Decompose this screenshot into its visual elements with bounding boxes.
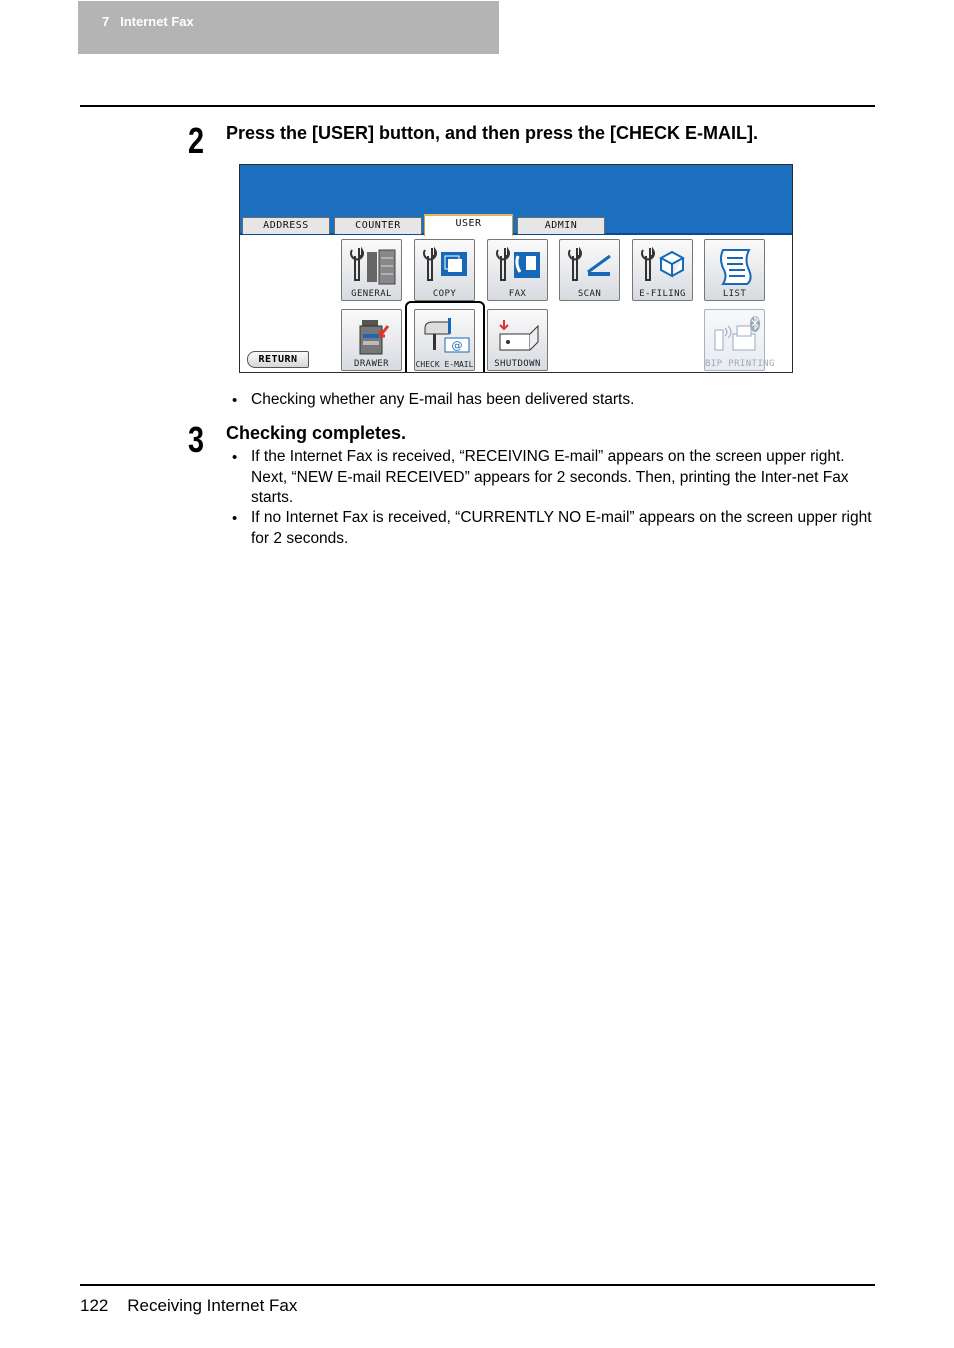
check-e-mail-highlight	[405, 301, 485, 373]
section-name: Receiving Internet Fax	[127, 1296, 298, 1315]
step-2-bullet: Checking whether any E-mail has been delivered starts.	[251, 391, 635, 408]
step-2-title: Press the [USER] button, and then press the [CHECK E-MAIL].	[226, 123, 759, 143]
bottom-rule	[80, 1284, 875, 1286]
bip-printing-label: BIP PRINTING	[705, 359, 775, 369]
bullet-dot: •	[232, 449, 238, 466]
step-3-title: Checking completes.	[226, 423, 407, 443]
step-2-number: 2	[188, 120, 205, 161]
list-label: LIST	[722, 289, 747, 299]
step-3-number: 3	[188, 419, 205, 460]
drawer-button[interactable]	[341, 309, 402, 371]
scan-button[interactable]	[559, 239, 620, 301]
return-button[interactable]: RETURN	[247, 351, 309, 368]
tab-user[interactable]: USER	[424, 214, 513, 236]
fax-icon	[488, 240, 549, 290]
shutdown-label: SHUTDOWN	[494, 359, 541, 369]
general-icon	[342, 240, 403, 290]
step-3-bullet-1: If the Internet Fax is received, “RECEIVING E-mail” appears on the screen upper right. Next, “NEW E-mail RECEIVED” appears for 2 seconds. Then, printing the Inter-net Fax starts.	[251, 448, 849, 506]
tab-counter[interactable]: COUNTER	[334, 217, 422, 234]
shutdown-button[interactable]	[487, 309, 548, 371]
control-panel-screen	[239, 164, 793, 373]
tab-admin[interactable]: ADMIN	[517, 217, 605, 234]
general-button[interactable]	[341, 239, 402, 301]
chapter-header	[78, 1, 499, 54]
chapter-label	[102, 14, 194, 29]
copy-label: COPY	[432, 289, 457, 299]
bullet-dot: •	[232, 392, 238, 409]
check-e-mail-label: CHECK E-MAIL	[415, 360, 474, 369]
step-3-bullet-2: If no Internet Fax is received, “CURRENTLY NO E-mail” appears on the screen upper right for 2 seconds.	[251, 509, 872, 547]
general-label: GENERAL	[351, 289, 392, 299]
scan-label: SCAN	[577, 289, 602, 299]
copy-icon	[415, 240, 476, 290]
bip-printing-button[interactable]	[704, 309, 775, 371]
svg-text:@: @	[451, 339, 463, 352]
fax-label: FAX	[508, 289, 527, 299]
list-button[interactable]	[704, 239, 765, 301]
shutdown-icon	[488, 310, 549, 360]
tab-address[interactable]: ADDRESS	[242, 217, 330, 234]
drawer-icon	[342, 310, 403, 360]
chapter-number: 7	[102, 14, 110, 29]
e-filing-icon	[633, 240, 694, 290]
e-filing-label: E-FILING	[639, 289, 686, 299]
list-icon	[705, 240, 766, 290]
drawer-label: DRAWER	[354, 359, 389, 369]
page-number: 122	[80, 1296, 109, 1315]
copy-button[interactable]	[414, 239, 475, 301]
top-rule	[80, 105, 875, 107]
bluetooth-printer-icon	[705, 310, 766, 360]
fax-button[interactable]	[487, 239, 548, 301]
e-filing-button[interactable]	[632, 239, 693, 301]
page-footer	[80, 1296, 297, 1316]
chapter-title: Internet Fax	[120, 14, 194, 29]
bullet-dot: •	[232, 510, 238, 527]
scan-icon	[560, 240, 621, 290]
